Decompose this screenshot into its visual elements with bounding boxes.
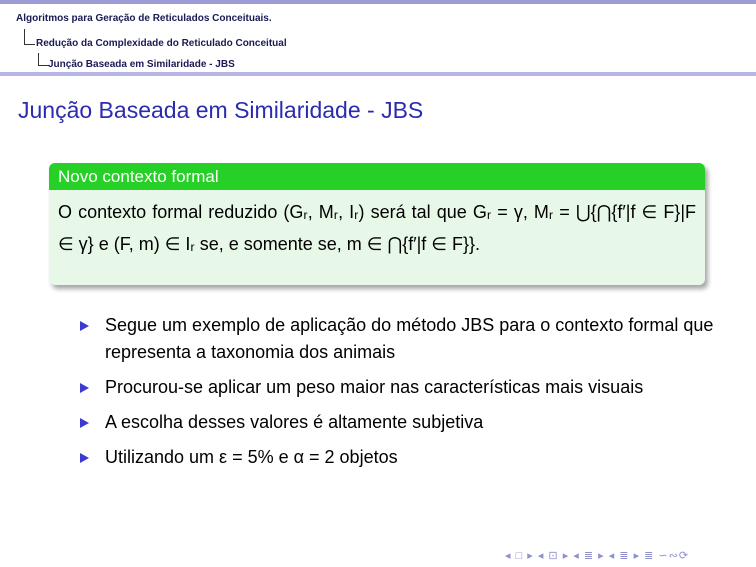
block-title: Novo contexto formal <box>49 163 705 190</box>
slide-title: Junção Baseada em Similaridade - JBS <box>18 97 424 123</box>
bullet-list <box>80 312 720 479</box>
list-item-text: Procurou-se aplicar um peso maior nas características mais visuais <box>105 377 644 397</box>
header <box>0 4 756 74</box>
definition-block <box>49 163 705 285</box>
list-item <box>80 312 720 366</box>
bullet-icon <box>80 383 89 393</box>
list-item-text: Segue um exemplo de aplicação do método JBS para o contexto formal que representa a taxonomia dos animais <box>105 315 714 362</box>
list-item <box>80 409 720 436</box>
header-divider <box>0 72 756 76</box>
block-body: O contexto formal reduzido (Gᵣ, Mᵣ, Iᵣ) será tal que Gᵣ = γ, Mᵣ = ⋃{⋂{f′|f ∈ F}|F ∈ γ} e (F, m) ∈ Iᵣ se, e somente se, m ∈ ⋂{f′|f ∈ F}}. <box>58 202 696 254</box>
tree-connector <box>24 29 35 45</box>
navigation-controls[interactable]: ◂ □ ▸ ◂ ⊡ ▸ ◂ ≣ ▸ ◂ ≣ ▸ ≣ ∽∾⟳ <box>505 550 690 562</box>
bullet-icon <box>80 453 89 463</box>
list-item <box>80 374 720 401</box>
list-item <box>80 444 720 471</box>
bullet-icon <box>80 321 89 331</box>
list-item-text: A escolha desses valores é altamente subjetiva <box>105 412 484 432</box>
breadcrumb-subsection: Redução da Complexidade do Reticulado Conceitual <box>36 38 287 49</box>
list-item-text: Utilizando um ε = 5% e α = 2 objetos <box>105 447 398 467</box>
breadcrumb-section: Algoritmos para Geração de Reticulados Conceituais. <box>16 13 272 24</box>
breadcrumb-subsubsection: Junção Baseada em Similaridade - JBS <box>48 59 235 70</box>
bullet-icon <box>80 418 89 428</box>
